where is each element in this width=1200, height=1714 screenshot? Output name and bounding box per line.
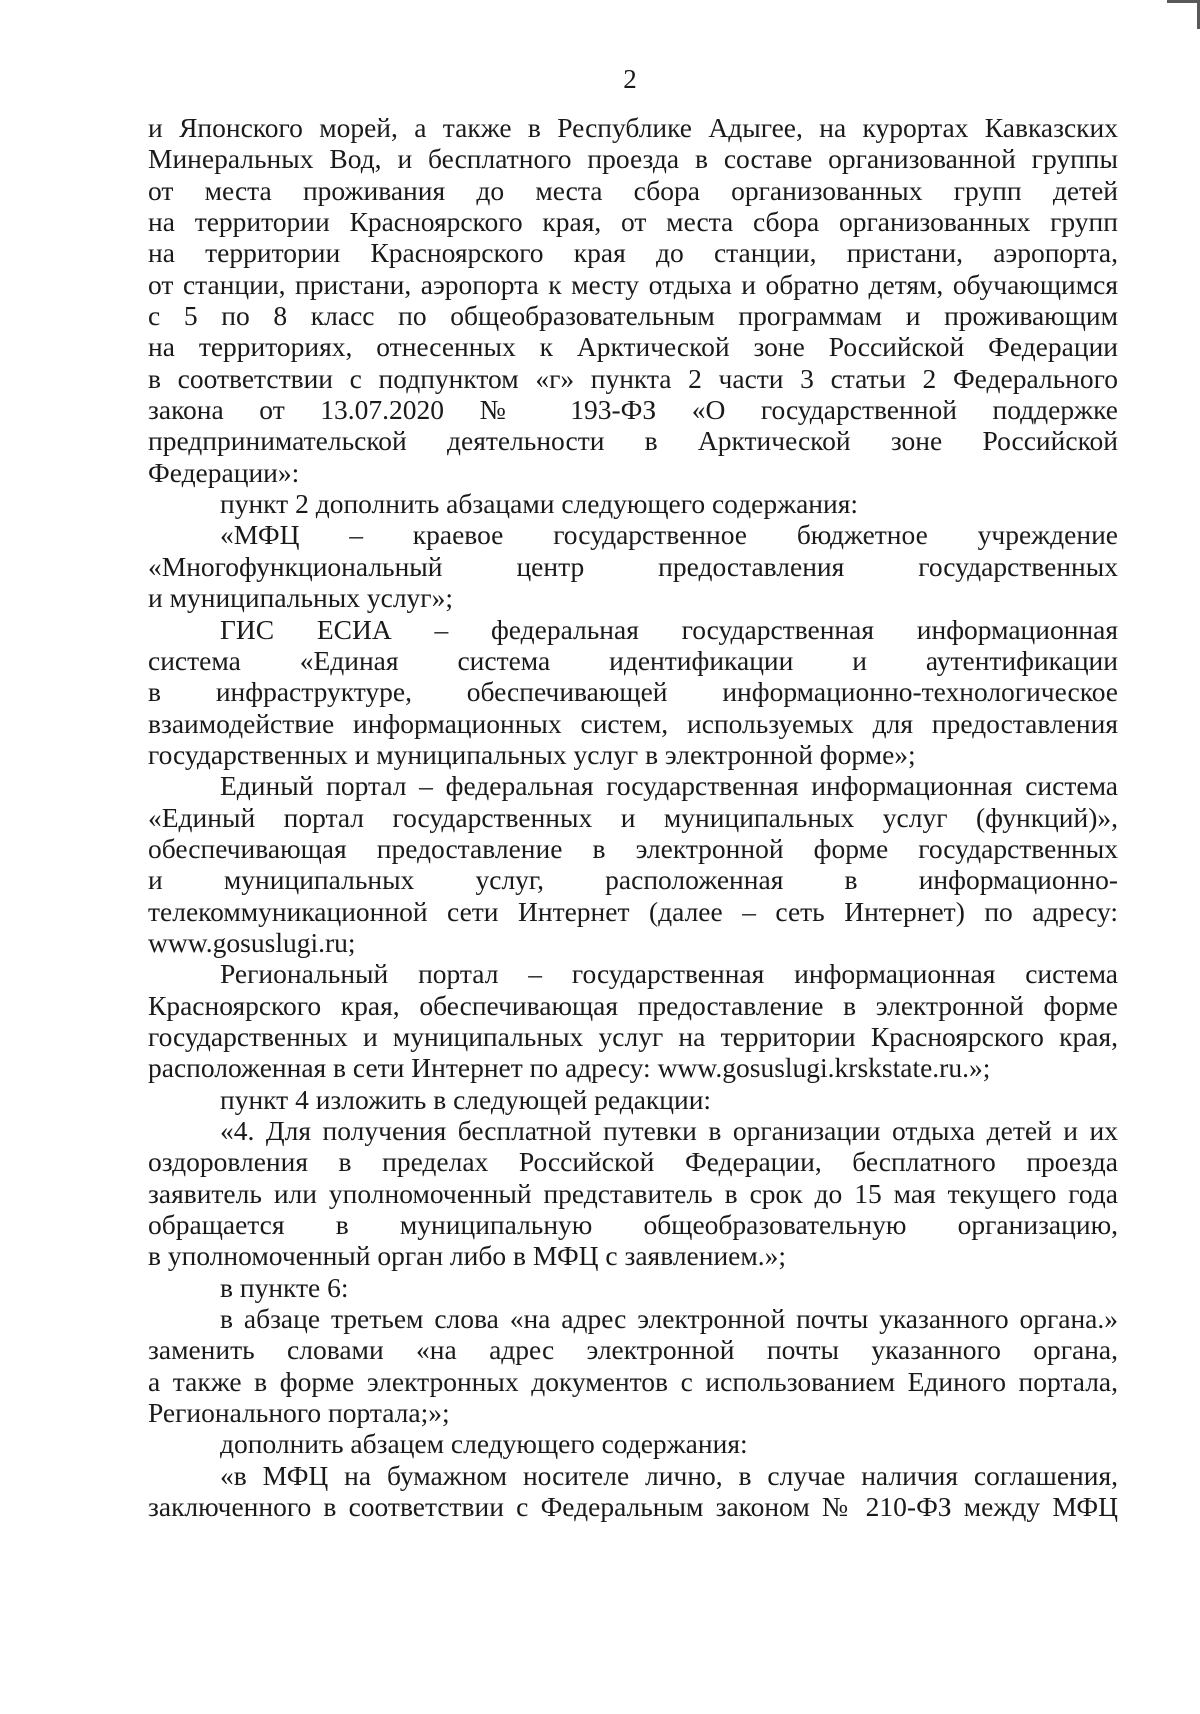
- text-line: пункт 2 дополнить абзацами следующего содержания:: [220, 488, 859, 520]
- page-number: 2: [623, 64, 637, 94]
- text-line: www.gosuslugi.ru;: [148, 926, 356, 958]
- text-line: предпринимательской деятельности в Арктической зоне Российской: [148, 425, 1118, 457]
- text-line: с 5 по 8 класс по общеобразовательным программам и проживающим: [148, 300, 1118, 332]
- text-line: обращается в муниципальную общеобразовательную организацию,: [148, 1209, 1118, 1241]
- text-line: на территории Красноярского края до станции, пристани, аэропорта,: [148, 237, 1118, 269]
- text-line: «Единый портал государственных и муниципальных услуг (функций)»,: [148, 801, 1118, 833]
- text-line: дополнить абзацем следующего содержания:: [220, 1428, 748, 1460]
- scan-corner-mark: [1167, 0, 1200, 29]
- text-line: заменить словами «на адрес электронной почты указанного органа,: [148, 1334, 1118, 1366]
- text-line: «МФЦ – краевое государственное бюджетное учреждение: [220, 519, 1118, 551]
- text-line: заключенного в соответствии с Федеральным законом № 210-ФЗ между МФЦ: [148, 1491, 1118, 1523]
- text-line: ГИС ЕСИА – федеральная государственная информационная: [220, 613, 1118, 645]
- text-line: «4. Для получения бесплатной путевки в организации отдыха детей и их: [220, 1115, 1118, 1146]
- text-line: в пункте 6:: [220, 1271, 349, 1303]
- text-line: Минеральных Вод, и бесплатного проезда в составе организованной группы: [148, 143, 1118, 175]
- text-line: Региональный портал – государственная информационная система: [220, 958, 1118, 990]
- text-line: Федерации»:: [148, 456, 300, 488]
- text-line: Регионального портала;»;: [148, 1397, 450, 1429]
- text-line: в соответствии с подпунктом «г» пункта 2 части 3 статьи 2 Федерального: [148, 362, 1118, 394]
- text-line: в уполномоченный орган либо в МФЦ с заявлением.»;: [148, 1240, 787, 1272]
- text-line: система «Единая система идентификации и аутентификации: [148, 644, 1118, 676]
- text-line: пункт 4 изложить в следующей редакции:: [220, 1083, 712, 1115]
- text-line: телекоммуникационной сети Интернет (далее – сеть Интернет) по адресу:: [148, 895, 1118, 927]
- text-line: Красноярского края, обеспечивающая предоставление в электронной форме: [148, 989, 1118, 1021]
- text-line: и муниципальных услуг, расположенная в информационно-: [148, 864, 1118, 896]
- text-line: государственных и муниципальных услуг на территории Красноярского края,: [148, 1020, 1118, 1052]
- text-line: обеспечивающая предоставление в электронной форме государственных: [148, 832, 1118, 864]
- text-line: и Японского морей, а также в Республике Адыгее, на курортах Кавказских: [148, 112, 1118, 143]
- text-line: в абзаце третьем слова «на адрес электронной почты указанного органа.»: [220, 1303, 1118, 1335]
- text-line: от места проживания до места сбора организованных групп детей: [148, 174, 1118, 206]
- text-line: закона от 13.07.2020 № 193-ФЗ «О государственной поддержке: [148, 394, 1118, 426]
- text-line: «в МФЦ на бумажном носителе лично, в случае наличия соглашения,: [220, 1459, 1118, 1491]
- text-line: от станции, пристани, аэропорта к месту отдыха и обратно детям, обучающимся: [148, 268, 1118, 300]
- text-line: взаимодействие информационных систем, используемых для предоставления: [148, 707, 1118, 739]
- text-line: а также в форме электронных документов с использованием Единого портала,: [148, 1365, 1118, 1397]
- text-line: «Многофункциональный центр предоставления государственных: [148, 550, 1118, 582]
- text-line: оздоровления в пределах Российской Федерации, бесплатного проезда: [148, 1146, 1118, 1178]
- text-line: в инфраструктуре, обеспечивающей информационно-технологическое: [148, 676, 1118, 708]
- text-line: Единый портал – федеральная государственная информационная система: [220, 770, 1118, 802]
- text-line: на территории Красноярского края, от места сбора организованных групп: [148, 206, 1118, 238]
- text-line: государственных и муниципальных услуг в электронной форме»;: [148, 738, 916, 770]
- text-line: заявитель или уполномоченный представитель в срок до 15 мая текущего года: [148, 1177, 1118, 1209]
- text-line: и муниципальных услуг»;: [148, 582, 453, 614]
- text-line: расположенная в сети Интернет по адресу: www.gosuslugi.krskstate.ru.»;: [148, 1052, 991, 1084]
- document-body: [148, 112, 1118, 1522]
- text-line: на территориях, отнесенных к Арктической зоне Российской Федерации: [148, 331, 1118, 363]
